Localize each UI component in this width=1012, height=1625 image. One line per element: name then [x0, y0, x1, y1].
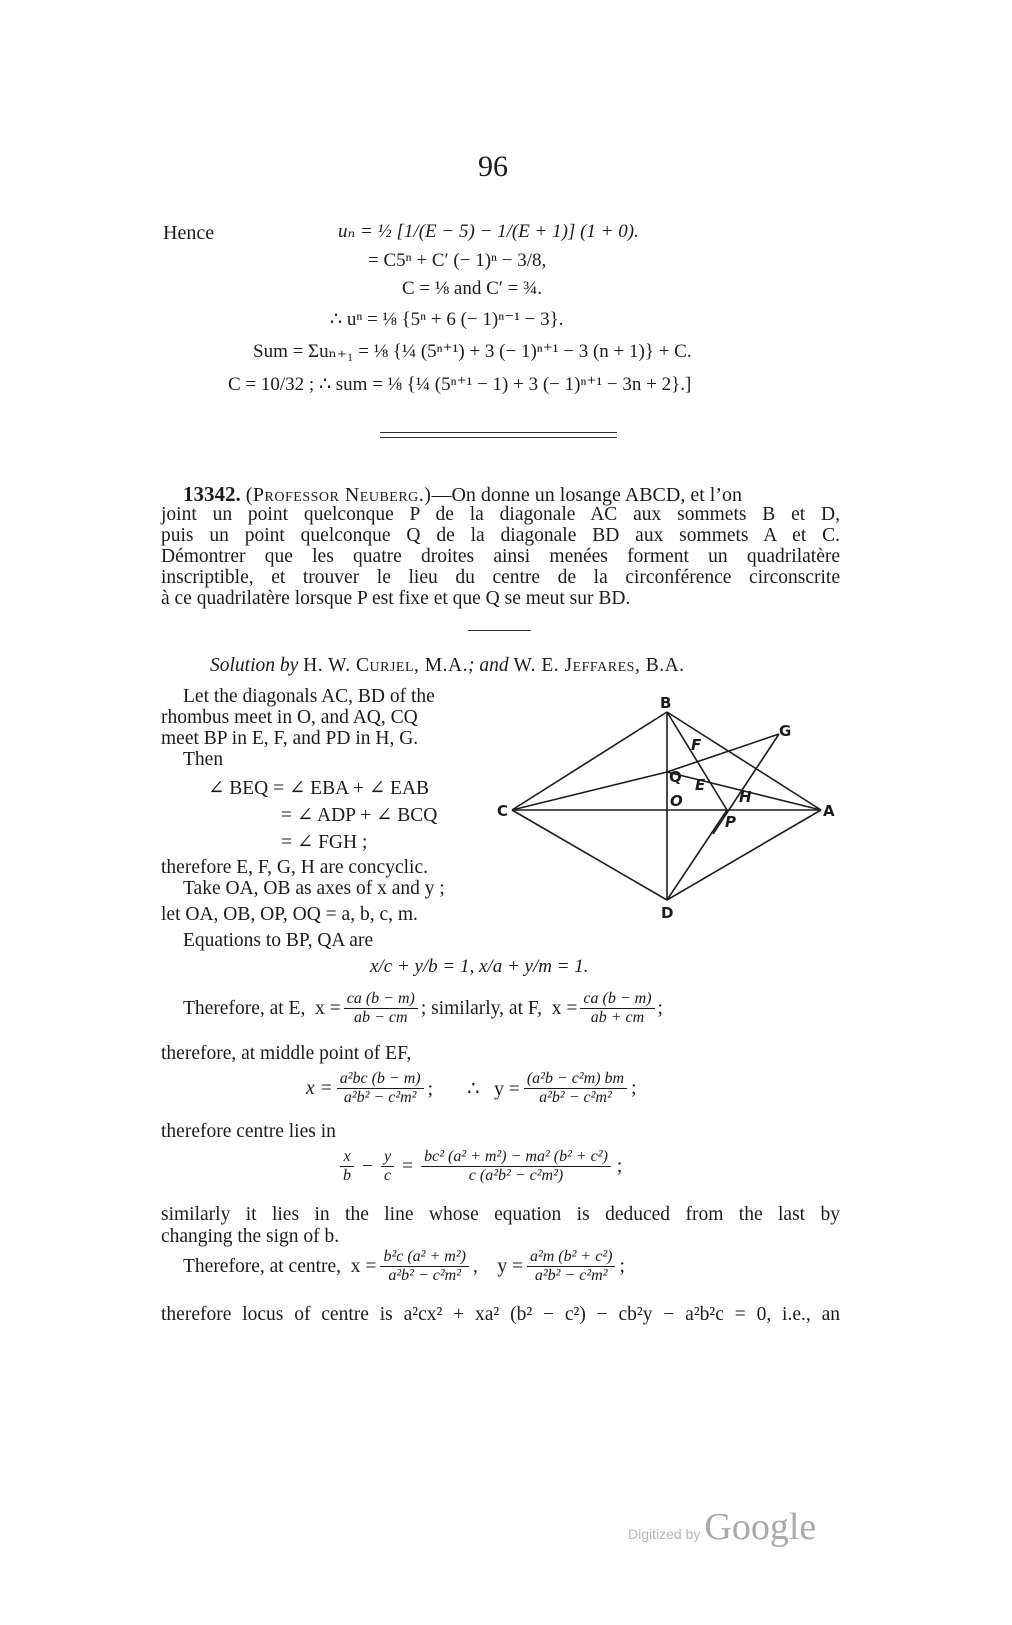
equation-line-3: C = ⅛ and C′ = ¾. — [402, 278, 543, 299]
at-f-label: ; similarly, at F, x = — [420, 997, 578, 1019]
watermark-brand: Google — [704, 1506, 817, 1548]
diagram-label-D: D — [661, 904, 674, 922]
at-centre-x-numerator: b²c (a² + m²) — [380, 1248, 469, 1267]
diagram-label-C: C — [497, 802, 509, 820]
diagram-label-H: H — [739, 788, 752, 806]
diagram-label-G: G — [779, 722, 792, 740]
centre-x-over-b — [340, 1148, 354, 1186]
equation-bp-qa: x/c + y/b = 1, x/a + y/m = 1. — [370, 956, 589, 977]
at-e-denominator: ab − cm — [354, 1009, 408, 1027]
diagram-label-A: A — [823, 802, 835, 820]
solution-line-1: Let the diagonals AC, BD of the — [183, 686, 435, 707]
centre-y-over-c — [381, 1148, 394, 1186]
mid-x-fraction — [337, 1070, 424, 1108]
solution-author-1: H. W. Curjel, M.A. — [303, 655, 468, 676]
solution-line-12: changing the sign of b. — [161, 1226, 340, 1247]
solution-line-8: Equations to BP, QA are — [183, 930, 374, 951]
diagram-label-F: F — [691, 736, 702, 754]
at-centre-y-numerator: a²m (b² + c²) — [527, 1248, 616, 1267]
equation-line-2: = C5ⁿ + C′ (− 1)ⁿ − 3/8, — [368, 250, 547, 271]
problem-author: (Professor Neuberg.) — [245, 484, 432, 506]
solution-and: ; and — [467, 655, 509, 676]
at-centre-x-fraction — [380, 1248, 469, 1286]
centre-equals: = — [402, 1155, 414, 1177]
short-separator — [468, 630, 531, 631]
centre-rhs-fraction — [421, 1148, 611, 1186]
centre-y: y — [381, 1148, 394, 1167]
at-e-f-line — [183, 990, 663, 1028]
centre-minus: − — [362, 1155, 373, 1177]
mid-y-semicolon: ; — [631, 1077, 637, 1099]
problem-line-2: joint un point quelconque P de la diagonale AC aux sommets B et D, — [161, 504, 840, 525]
page-number: 96 — [478, 150, 508, 183]
solution-header — [210, 655, 685, 677]
centre-b: b — [343, 1167, 351, 1185]
solution-line-5: therefore E, F, G, H are concyclic. — [161, 857, 428, 878]
diagram-label-B: B — [660, 694, 672, 712]
centre-c: c — [384, 1167, 392, 1185]
digitized-watermark — [628, 1505, 816, 1549]
centre-line-equation — [340, 1148, 622, 1186]
angle-line-3: = ∠ FGH ; — [281, 832, 368, 853]
centre-x: x — [340, 1148, 354, 1167]
solution-line-3: meet BP in E, F, and PD in H, G. — [161, 728, 419, 749]
mid-x-denominator: a²b² − c²m² — [343, 1089, 417, 1107]
mid-y-denominator: a²b² − c²m² — [539, 1089, 612, 1107]
line-QC — [512, 772, 667, 810]
at-e-fraction — [344, 990, 418, 1028]
angle-line-1: ∠ BEQ = ∠ EBA + ∠ EAB — [208, 778, 430, 799]
side-AD — [667, 810, 821, 900]
problem-line-6: à ce quadrilatère lorsque P est fixe et que Q se meut sur BD. — [161, 588, 631, 609]
equation-line-6: C = 10/32 ; ∴ sum = ⅛ {¼ (5ⁿ⁺¹ − 1) + 3 (− 1)ⁿ⁺¹ − 3n + 2}.] — [228, 374, 692, 395]
line-PD — [667, 810, 727, 900]
solution-author-2: W. E. Jeffares, B.A. — [513, 655, 685, 676]
solution-by: Solution by — [210, 655, 299, 676]
at-f-fraction — [580, 990, 654, 1028]
at-e-label: Therefore, at E, x = — [183, 997, 341, 1019]
solution-line-10: therefore centre lies in — [161, 1121, 336, 1142]
at-centre-y-denominator: a²b² − c²m² — [534, 1267, 608, 1285]
equation-line-5: Sum = Σuₙ₊₁ = ⅛ {¼ (5ⁿ⁺¹) + 3 (− 1)ⁿ⁺¹ − 3 (n + 1)} + C. — [253, 341, 692, 362]
diagram-label-P: P — [725, 813, 736, 831]
at-centre-y-label: , y = — [472, 1255, 523, 1277]
solution-line-6: Take OA, OB as axes of x and y ; — [183, 878, 445, 899]
problem-text-1: —On donne un losange ABCD, et l’on — [431, 484, 742, 506]
at-f-semicolon: ; — [657, 997, 663, 1019]
problem-line-3: puis un point quelconque Q de la diagonale BD aux sommets A et C. — [161, 525, 840, 546]
centre-semicolon: ; — [616, 1155, 623, 1177]
hence-label: Hence — [163, 222, 215, 244]
solution-line-2: rhombus meet in O, and AQ, CQ — [161, 707, 418, 728]
mid-y-numerator: (a²b − c²m) bm — [524, 1070, 627, 1089]
mid-y-fraction — [524, 1070, 627, 1108]
at-f-denominator: ab + cm — [590, 1009, 645, 1027]
watermark-prefix: Digitized by — [628, 1526, 701, 1542]
middle-point-line — [306, 1070, 637, 1108]
angle-line-2: = ∠ ADP + ∠ BCQ — [281, 805, 438, 826]
diagram-label-Q: Q — [669, 768, 682, 786]
problem-line-4: Démontrer que les quatre droites ainsi menées forment un quadrilatère — [161, 546, 840, 567]
solution-line-7: let OA, OB, OP, OQ = a, b, c, m. — [161, 904, 418, 925]
mid-y-label: ; ∴ y = — [427, 1078, 520, 1100]
at-centre-line — [183, 1248, 625, 1286]
at-centre-semicolon: ; — [619, 1255, 625, 1277]
solution-line-4: Then — [183, 749, 224, 770]
at-centre-label: Therefore, at centre, x = — [183, 1255, 377, 1277]
problem-line-5: inscriptible, et trouver le lieu du centre de la circonférence circonscrite — [161, 567, 840, 588]
at-e-numerator: ca (b − m) — [344, 990, 418, 1009]
solution-line-13: therefore locus of centre is a²cx² + xa² (b² − c²) − cb²y − a²b²c = 0, i.e., an — [161, 1304, 840, 1325]
problem-number: 13342. — [183, 482, 241, 506]
solution-line-11: similarly it lies in the line whose equation is deduced from the last by — [161, 1204, 840, 1225]
mid-x-numerator: a²bc (b − m) — [337, 1070, 424, 1089]
mid-x-label: x = — [306, 1077, 333, 1099]
centre-rhs-numerator: bc² (a² + m²) − ma² (b² + c²) — [421, 1148, 611, 1167]
side-DC — [512, 810, 667, 900]
at-centre-x-denominator: a²b² − c²m² — [388, 1267, 461, 1285]
solution-line-9: therefore, at middle point of EF, — [161, 1043, 412, 1064]
diagram-label-E: E — [695, 776, 706, 794]
double-separator — [380, 432, 617, 438]
centre-rhs-denominator: c (a²b² − c²m²) — [468, 1167, 564, 1185]
equation-line-4: ∴ uⁿ = ⅛ {5ⁿ + 6 (− 1)ⁿ⁻¹ − 3}. — [330, 309, 564, 330]
diagram-label-O: O — [670, 792, 683, 810]
line-HG — [713, 734, 779, 834]
at-f-numerator: ca (b − m) — [580, 990, 654, 1009]
rhombus-diagram — [495, 690, 840, 930]
side-CB — [512, 712, 667, 810]
at-centre-y-fraction — [527, 1248, 616, 1286]
equation-line-1: uₙ = ½ [1/(E − 5) − 1/(E + 1)] (1 + 0). — [338, 221, 639, 242]
